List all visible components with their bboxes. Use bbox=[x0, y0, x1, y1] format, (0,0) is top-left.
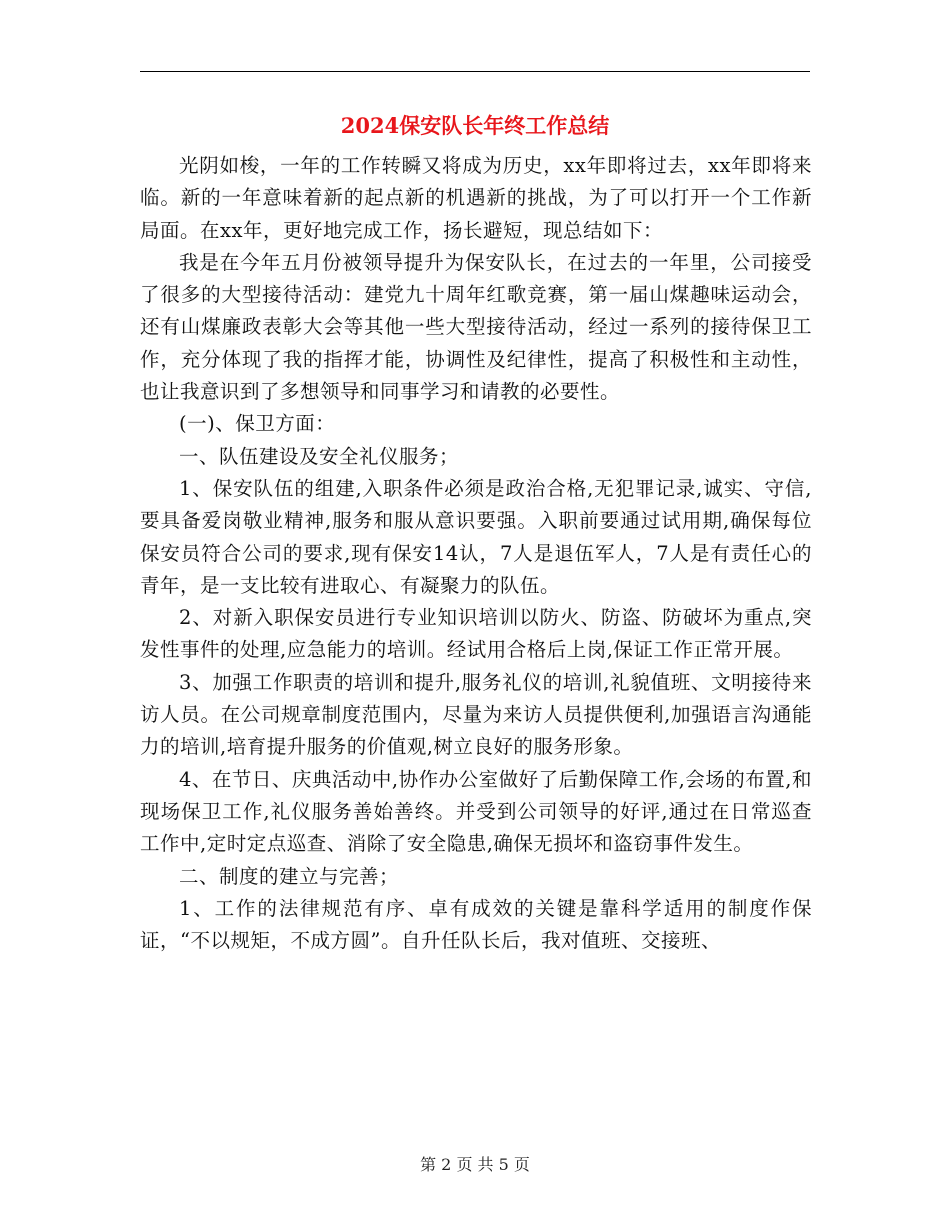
paragraph-item-3: 3、加强工作职责的培训和提升,服务礼仪的培训,礼貌值班、文明接待来访人员。在公司规章制度范围内，尽量为来访人员提供便利,加强语言沟通能力的培训,培育提升服务的价值观,树立良好的服务形象。 bbox=[140, 670, 812, 759]
paragraph-item-2: 2、对新入职保安员进行专业知识培训以防火、防盗、防破坏为重点,突发性事件的处理,应急能力的培训。经试用合格后上岗,保证工作正常开展。 bbox=[140, 606, 812, 662]
paragraph-item-4: 4、在节日、庆典活动中,协作办公室做好了后勤保障工作,会场的布置,和现场保卫工作,礼仪服务善始善终。并受到公司领导的好评,通过在日常巡查工作中,定时定点巡查、消除了安全隐患,确保无损坏和盗窃事件发生。 bbox=[140, 767, 813, 856]
paragraph-item-1: 1、保安队伍的组建,入职条件必须是政治合格,无犯罪记录,诚实、守信,要具备爱岗敬业精神,服务和服从意识要强。入职前要通过试用期,确保每位保安员符合公司的要求,现有保安14认，7人是退伍军人，7人是有责任心的青年，是一支比较有进取心、有凝聚力的队伍。 bbox=[140, 476, 812, 597]
paragraph-background: 我是在今年五月份被领导提升为保安队长，在过去的一年里，公司接受了很多的大型接待活动：建党九十周年红歌竞赛，第一届山煤趣味运动会，还有山煤廉政表彰大会等其他一些大型接待活动，经过一系列的接待保卫工作，充分体现了我的指挥才能，协调性及纪律性，提高了积极性和主动性，也让我意识到了多想领导和同事学习和请教的必要性。 bbox=[140, 250, 812, 404]
subsection-heading-rules: 二、制度的建立与完善； bbox=[179, 864, 400, 888]
section-heading-security: (一)、保卫方面： bbox=[179, 412, 336, 436]
header-rule bbox=[140, 71, 810, 72]
document-body bbox=[140, 150, 812, 957]
page-number-footer: 第 2 页 共 5 页 bbox=[420, 1155, 530, 1174]
paragraph-rules-1: 1、工作的法律规范有序、卓有成效的关键是靠科学适用的制度作保证，“不以规矩，不成方圆”。自升任队长后，我对值班、交接班、 bbox=[140, 896, 812, 953]
subsection-heading-team: 一、队伍建设及安全礼仪服务； bbox=[179, 444, 460, 468]
document-title: 2024保安队长年终工作总结 bbox=[340, 113, 610, 138]
paragraph-intro: 光阴如梭，一年的工作转瞬又将成为历史，xx年即将过去，xx年即将来临。新的一年意味着新的起点新的机遇新的挑战，为了可以打开一个工作新局面。在xx年，更好地完成工作，扬长避短，现总结如下： bbox=[140, 154, 812, 242]
